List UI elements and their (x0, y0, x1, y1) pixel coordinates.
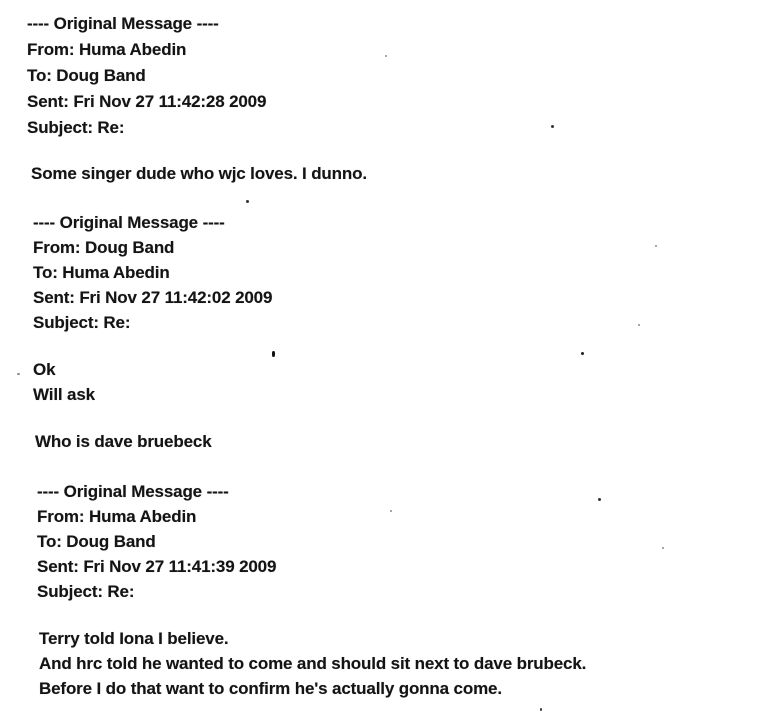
scan-speck (17, 373, 20, 375)
scan-speck (662, 547, 664, 549)
scan-speck (246, 200, 249, 203)
scan-speck (540, 708, 542, 711)
to-line: To: Doug Band (27, 66, 146, 85)
scan-speck (551, 125, 554, 128)
subject-line: Subject: Re: (27, 118, 125, 137)
from-line: From: Huma Abedin (27, 40, 187, 59)
scan-speck (272, 351, 275, 357)
message-body-line: Terry told Iona I believe. (39, 629, 229, 648)
from-line: From: Huma Abedin (37, 507, 197, 526)
to-line: To: Huma Abedin (33, 263, 170, 282)
message-body-line: Some singer dude who wjc loves. I dunno. (31, 164, 367, 183)
message-body-line: And hrc told he wanted to come and should sit next to dave brubeck. (39, 654, 587, 673)
subject-line: Subject: Re: (37, 582, 135, 601)
scan-speck (638, 324, 640, 326)
sent-line: Sent: Fri Nov 27 11:41:39 2009 (37, 557, 277, 576)
scan-speck (385, 55, 387, 57)
scan-speck (598, 498, 601, 501)
scan-speck (390, 510, 392, 512)
scan-speck (655, 245, 657, 247)
message-body-line: Will ask (33, 385, 95, 404)
original-message-header: ---- Original Message ---- (33, 213, 225, 232)
to-line: To: Doug Band (37, 532, 156, 551)
message-body-line: Who is dave bruebeck (35, 432, 212, 451)
from-line: From: Doug Band (33, 238, 175, 257)
sent-line: Sent: Fri Nov 27 11:42:02 2009 (33, 288, 273, 307)
original-message-header: ---- Original Message ---- (37, 482, 229, 501)
sent-line: Sent: Fri Nov 27 11:42:28 2009 (27, 92, 267, 111)
scan-speck (581, 352, 584, 355)
message-body-line: Ok (33, 360, 56, 379)
subject-line: Subject: Re: (33, 313, 131, 332)
message-body-line: Before I do that want to confirm he's actually gonna come. (39, 679, 502, 698)
original-message-header: ---- Original Message ---- (27, 14, 219, 33)
